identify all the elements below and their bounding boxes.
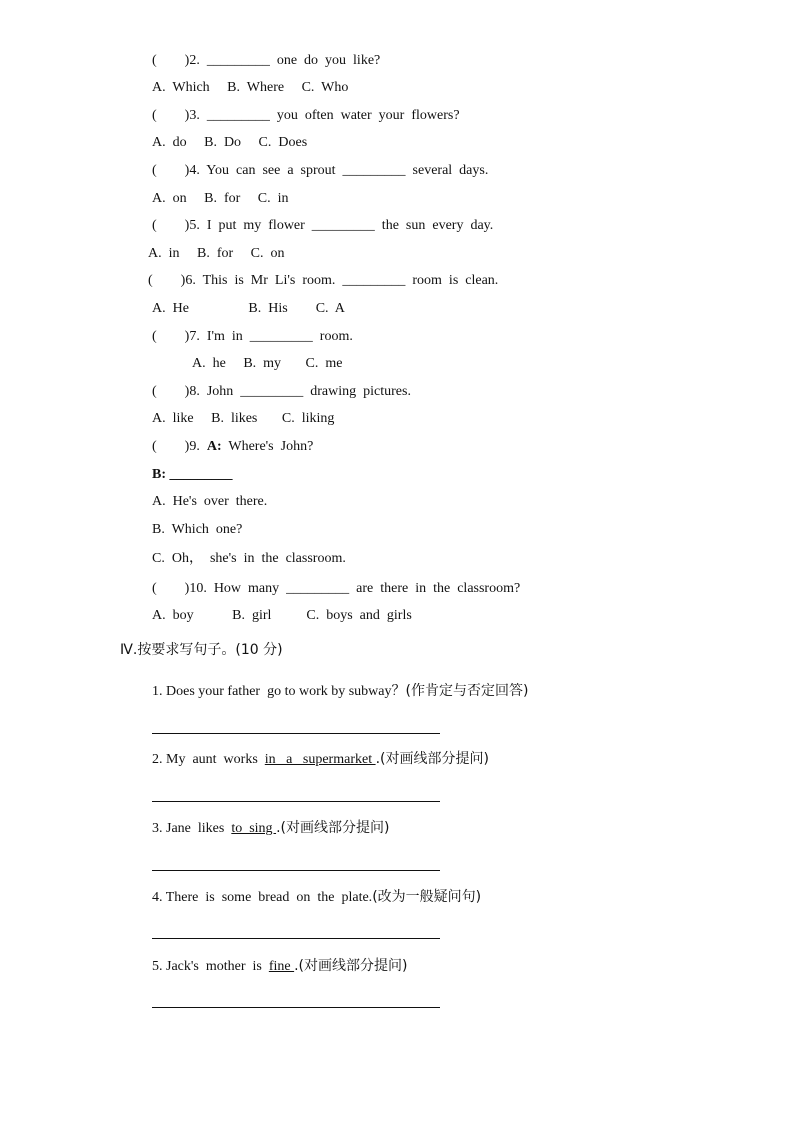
question-9-text: Where's John?: [221, 439, 314, 454]
question-5-options: A. in B. for C. on: [148, 246, 285, 261]
question-4-stem: ( )4. You can see a sprout _________ several days.: [152, 163, 489, 178]
question-2-stem: ( )2. _________ one do you like?: [152, 53, 381, 68]
speaker-b-label: B:: [152, 467, 166, 482]
question-7-options: A. he B. my C. me: [192, 356, 343, 371]
question-3-options: A. do B. Do C. Does: [152, 135, 308, 150]
rewrite-item-4-text: 4. There is some bread on the plate.: [152, 890, 373, 905]
question-9-stem: [152, 438, 313, 456]
rewrite-item-2-text: 2. My aunt works: [152, 752, 265, 767]
rewrite-item-5-underlined: fine: [268, 959, 295, 974]
rewrite-item-1-text: 1. Does your father go to work by subway？: [152, 684, 406, 699]
section-4-title: Ⅳ.按要求写句子。(10 分): [120, 642, 283, 658]
rewrite-item-1: [152, 682, 528, 701]
question-5-stem: ( )5. I put my flower _________ the sun every day.: [152, 218, 494, 233]
question-8-options: A. like B. likes C. liking: [152, 411, 335, 426]
question-7-stem: ( )7. I'm in _________ room.: [152, 329, 353, 344]
response-blank: _________: [169, 467, 233, 482]
answer-line-4[interactable]: [152, 938, 440, 939]
rewrite-item-3-text: 3. Jane likes: [152, 821, 232, 836]
rewrite-item-3-underlined: to sing: [231, 821, 277, 836]
question-8-stem: ( )8. John _________ drawing pictures.: [152, 384, 411, 399]
question-9-option-b: B. Which one?: [152, 522, 243, 537]
question-10-options: A. boy B. girl C. boys and girls: [152, 608, 412, 623]
question-6-options: A. He B. His C. A: [152, 301, 345, 316]
question-9-prefix: ( )9.: [152, 439, 207, 454]
question-4-options: A. on B. for C. in: [152, 191, 289, 206]
question-2-options: A. Which B. Where C. Who: [152, 80, 349, 95]
rewrite-item-5-text: 5. Jack's mother is: [152, 959, 269, 974]
answer-line-3[interactable]: [152, 870, 440, 871]
question-3-stem: ( )3. _________ you often water your flowers?: [152, 108, 460, 123]
question-9-option-c: C. Oh， she's in the classroom.: [152, 551, 346, 566]
rewrite-item-5-instruction: .(对画线部分提问): [294, 958, 408, 974]
rewrite-item-4: [152, 888, 481, 907]
question-6-stem: ( )6. This is Mr Li's room. _________ room is clean.: [148, 273, 499, 288]
rewrite-item-3: [152, 819, 389, 838]
question-10-stem: ( )10. How many _________ are there in the classroom?: [152, 581, 521, 596]
rewrite-item-2: [152, 750, 489, 769]
rewrite-item-2-underlined: in a supermarket: [264, 752, 376, 767]
answer-line-5[interactable]: [152, 1007, 440, 1008]
rewrite-item-1-instruction: (作肯定与否定回答): [405, 683, 529, 699]
rewrite-item-3-instruction: .(对画线部分提问): [276, 820, 390, 836]
rewrite-item-5: [152, 957, 407, 976]
answer-line-2[interactable]: [152, 801, 440, 802]
answer-line-1[interactable]: [152, 733, 440, 734]
rewrite-item-4-instruction: (改为一般疑问句): [372, 889, 482, 905]
question-9-response: [152, 466, 233, 484]
rewrite-item-2-instruction: .(对画线部分提问): [375, 751, 489, 767]
question-9-option-a: A. He's over there.: [152, 494, 268, 509]
speaker-a-label: A:: [206, 439, 222, 454]
